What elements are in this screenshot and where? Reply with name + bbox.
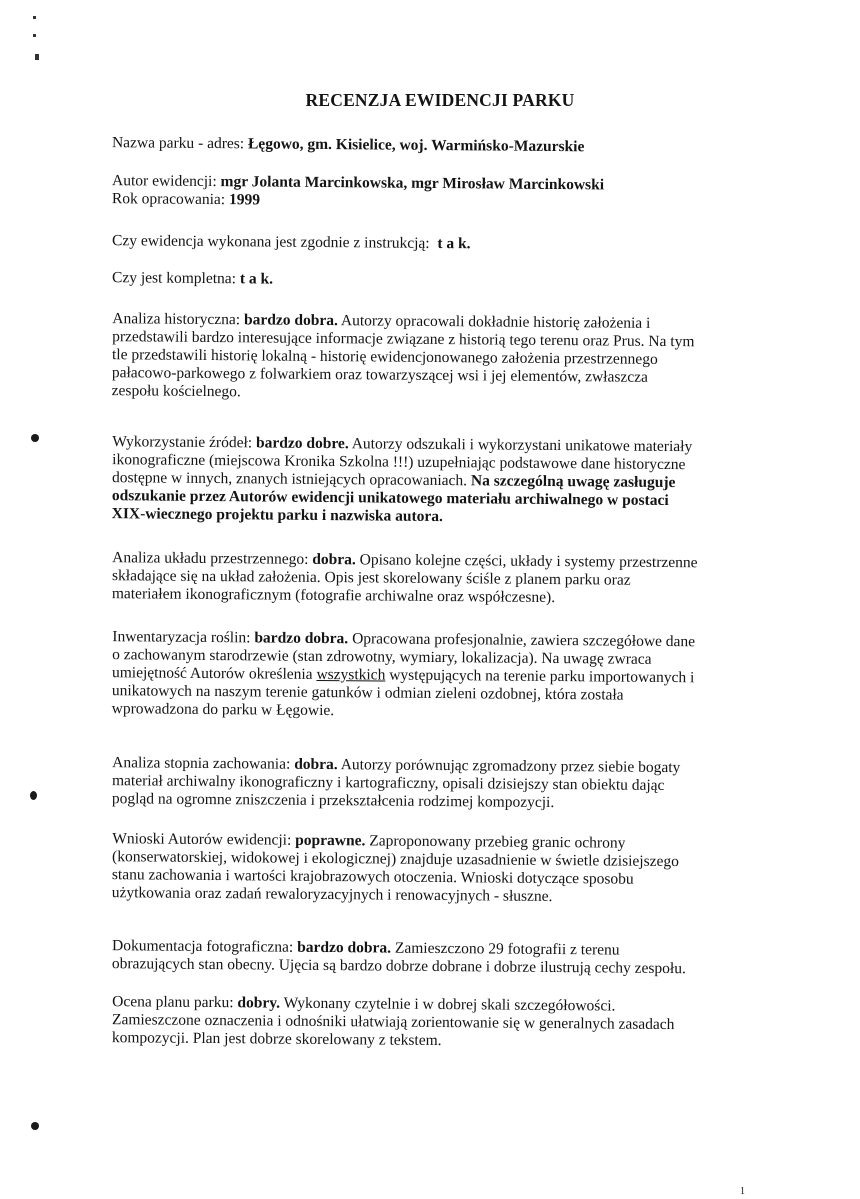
photos-text: obrazujących stan obecny. Ujęcia są bardzo dobrze dobrane i dobrze ilustrują cechy zespołu.	[111, 955, 686, 978]
completeness-section	[112, 269, 762, 293]
spatial-rating: dobra.	[312, 550, 356, 569]
scan-mark	[33, 34, 36, 37]
sources-label: Wykorzystanie źródeł:	[112, 433, 257, 452]
preservation-rating: dobra.	[294, 755, 338, 774]
spatial-text: składające się na układ założenia. Opis jest skorelowany ściśle z planem parku oraz	[111, 567, 631, 589]
plants-rating: bardzo dobra.	[254, 629, 349, 648]
sources-text: ikonograficzne (miejscowa Kronika Szkolna !!!) uzupełniając podstawowe dane historyczne	[112, 451, 686, 474]
conclusions-text: stanu zachowania i wartości krajobrazowych otoczenia. Wnioski dotyczące sposobu	[111, 866, 634, 888]
year-label: Rok opracowania:	[111, 190, 230, 209]
plants-text: o zachowanym starodrzewie (stan zdrowotny, wymiary, lokalizacja). Na uwagę zwraca	[112, 646, 652, 668]
plants-text: wprowadzona do parku w Łęgowie.	[111, 700, 335, 720]
conclusions-rating: poprawne.	[295, 831, 366, 850]
photos-text: Zamieszczono 29 fotografii z terenu	[390, 939, 620, 959]
compliance-section	[112, 232, 762, 256]
preservation-text: materiał archiwalny ikonograficzny i kartograficzny, opisali dzisiejszy stan obiektu dając	[111, 772, 665, 794]
plant-inventory-section	[112, 628, 763, 724]
document-title: RECENZJA EWIDENCJI PARKU	[305, 90, 575, 110]
scan-mark	[35, 54, 39, 60]
sources-section	[112, 433, 763, 529]
completeness-label: Czy jest kompletna:	[111, 269, 240, 288]
historical-text: tle przedstawili historię lokalną - historię ewidencjonowanego założenia przestrzennego	[111, 346, 658, 368]
historical-text: zespołu kościelnego.	[111, 382, 241, 401]
historical-analysis-section	[112, 310, 763, 406]
plan-label: Ocena planu parku:	[112, 993, 238, 1012]
plan-rating: dobry.	[237, 994, 281, 1012]
sources-highlight: XIX-wiecznego projektu parku i nazwiska autora.	[111, 505, 444, 526]
sources-text: Autorzy odszukali i wykorzystani unikatowe materiały	[348, 435, 693, 456]
scan-mark	[33, 16, 36, 19]
plants-text: unikatowych na naszym terenie gatunków i odmian zieleni ozdobnej, która została	[111, 682, 624, 704]
plan-text: Zamieszczone oznaczenia i odnośniki ułatwiają zorientowanie się w generalnych zasadach	[111, 1011, 675, 1034]
preservation-label: Analiza stopnia zachowania:	[112, 754, 295, 773]
historical-rating: bardzo dobra.	[243, 311, 338, 330]
binder-hole	[30, 791, 37, 800]
plan-text: kompozycji. Plan jest dobrze skorelowany z tekstem.	[111, 1029, 442, 1050]
binder-hole	[31, 434, 39, 442]
completeness-value: t a k.	[239, 270, 274, 288]
plants-text: Opracowana profesjonalnie, zawiera szczegółowe dane	[348, 630, 696, 651]
park-value: Łęgowo, gm. Kisielice, woj. Warmińsko-Mazurskie	[247, 135, 585, 156]
park-name-section	[112, 134, 762, 158]
spatial-text: Opisano kolejne części, układy i systemy przestrzenne	[355, 551, 698, 572]
spatial-analysis-section	[112, 549, 762, 609]
conclusions-label: Wnioski Autorów ewidencji:	[112, 830, 296, 849]
historical-label: Analiza historyczna:	[112, 310, 245, 329]
plan-evaluation-section	[112, 993, 762, 1053]
page-number: 1	[740, 1186, 745, 1197]
spatial-text: materiałem ikonograficznym (fotografie archiwalne oraz współczesne).	[111, 585, 556, 607]
plants-underlined-word: wszystkich	[316, 665, 386, 684]
author-section	[112, 172, 762, 214]
conclusions-text: Zaproponowany przebieg granic ochrony	[365, 832, 626, 852]
historical-text: Autorzy opracowali dokładnie historię założenia i	[337, 312, 651, 332]
photo-documentation-section	[112, 937, 762, 979]
historical-text: przedstawili bardzo interesujące informacje związane z historią tego terenu oraz Prus. Na tym	[112, 328, 695, 351]
plants-text: występujących na terenie parku importowanych i	[385, 666, 695, 687]
plants-label: Inwentaryzacja roślin:	[112, 628, 255, 647]
conclusions-text: (konserwatorskiej, widokowej i ekologicznej) znajduje uzasadnienie w świetle dzisiejszego	[112, 848, 680, 871]
plants-text: umiejętność Autorów określenia	[111, 664, 317, 683]
sources-text: dostępne w innych, znanych istniejących opracowaniach.	[111, 469, 472, 490]
year-value: 1999	[228, 191, 261, 209]
plan-text: Wykonany czytelnie i w dobrej skali szczegółowości.	[279, 994, 616, 1015]
author-label: Autor ewidencji:	[112, 172, 221, 191]
preservation-text: Autorzy porównując zgromadzony przez siebie bogaty	[337, 756, 681, 777]
conclusions-section	[112, 830, 763, 908]
photos-label: Dokumentacja fotograficzna:	[112, 937, 298, 956]
author-value: mgr Jolanta Marcinkowska, mgr Mirosław Marcinkowski	[220, 173, 605, 194]
spatial-label: Analiza układu przestrzennego:	[112, 549, 313, 568]
sources-rating: bardzo dobre.	[255, 434, 349, 453]
sources-highlight: Na szczególną uwagę zasługuje	[470, 472, 676, 492]
park-label: Nazwa parku - adres:	[111, 134, 249, 153]
photos-rating: bardzo dobra.	[297, 938, 392, 957]
preservation-text: pogląd na ogromne zniszczenia i przekształcenia rodzimej kompozycji.	[111, 790, 555, 812]
preservation-section	[112, 754, 762, 814]
binder-hole	[31, 1122, 39, 1130]
compliance-value: t a k.	[437, 235, 471, 253]
sources-highlight: odszukanie przez Autorów ewidencji unikatowego materiału archiwalnego w postaci	[111, 487, 669, 510]
compliance-label: Czy ewidencja wykonana jest zgodnie z instrukcją:	[111, 232, 430, 252]
conclusions-text: użytkowania oraz zadań rewaloryzacyjnych i renowacyjnych - słuszne.	[111, 884, 553, 906]
historical-text: pałacowo-parkowego z folwarkiem oraz towarzyszącej wsi i jej elementów, zwłaszcza	[111, 364, 648, 386]
